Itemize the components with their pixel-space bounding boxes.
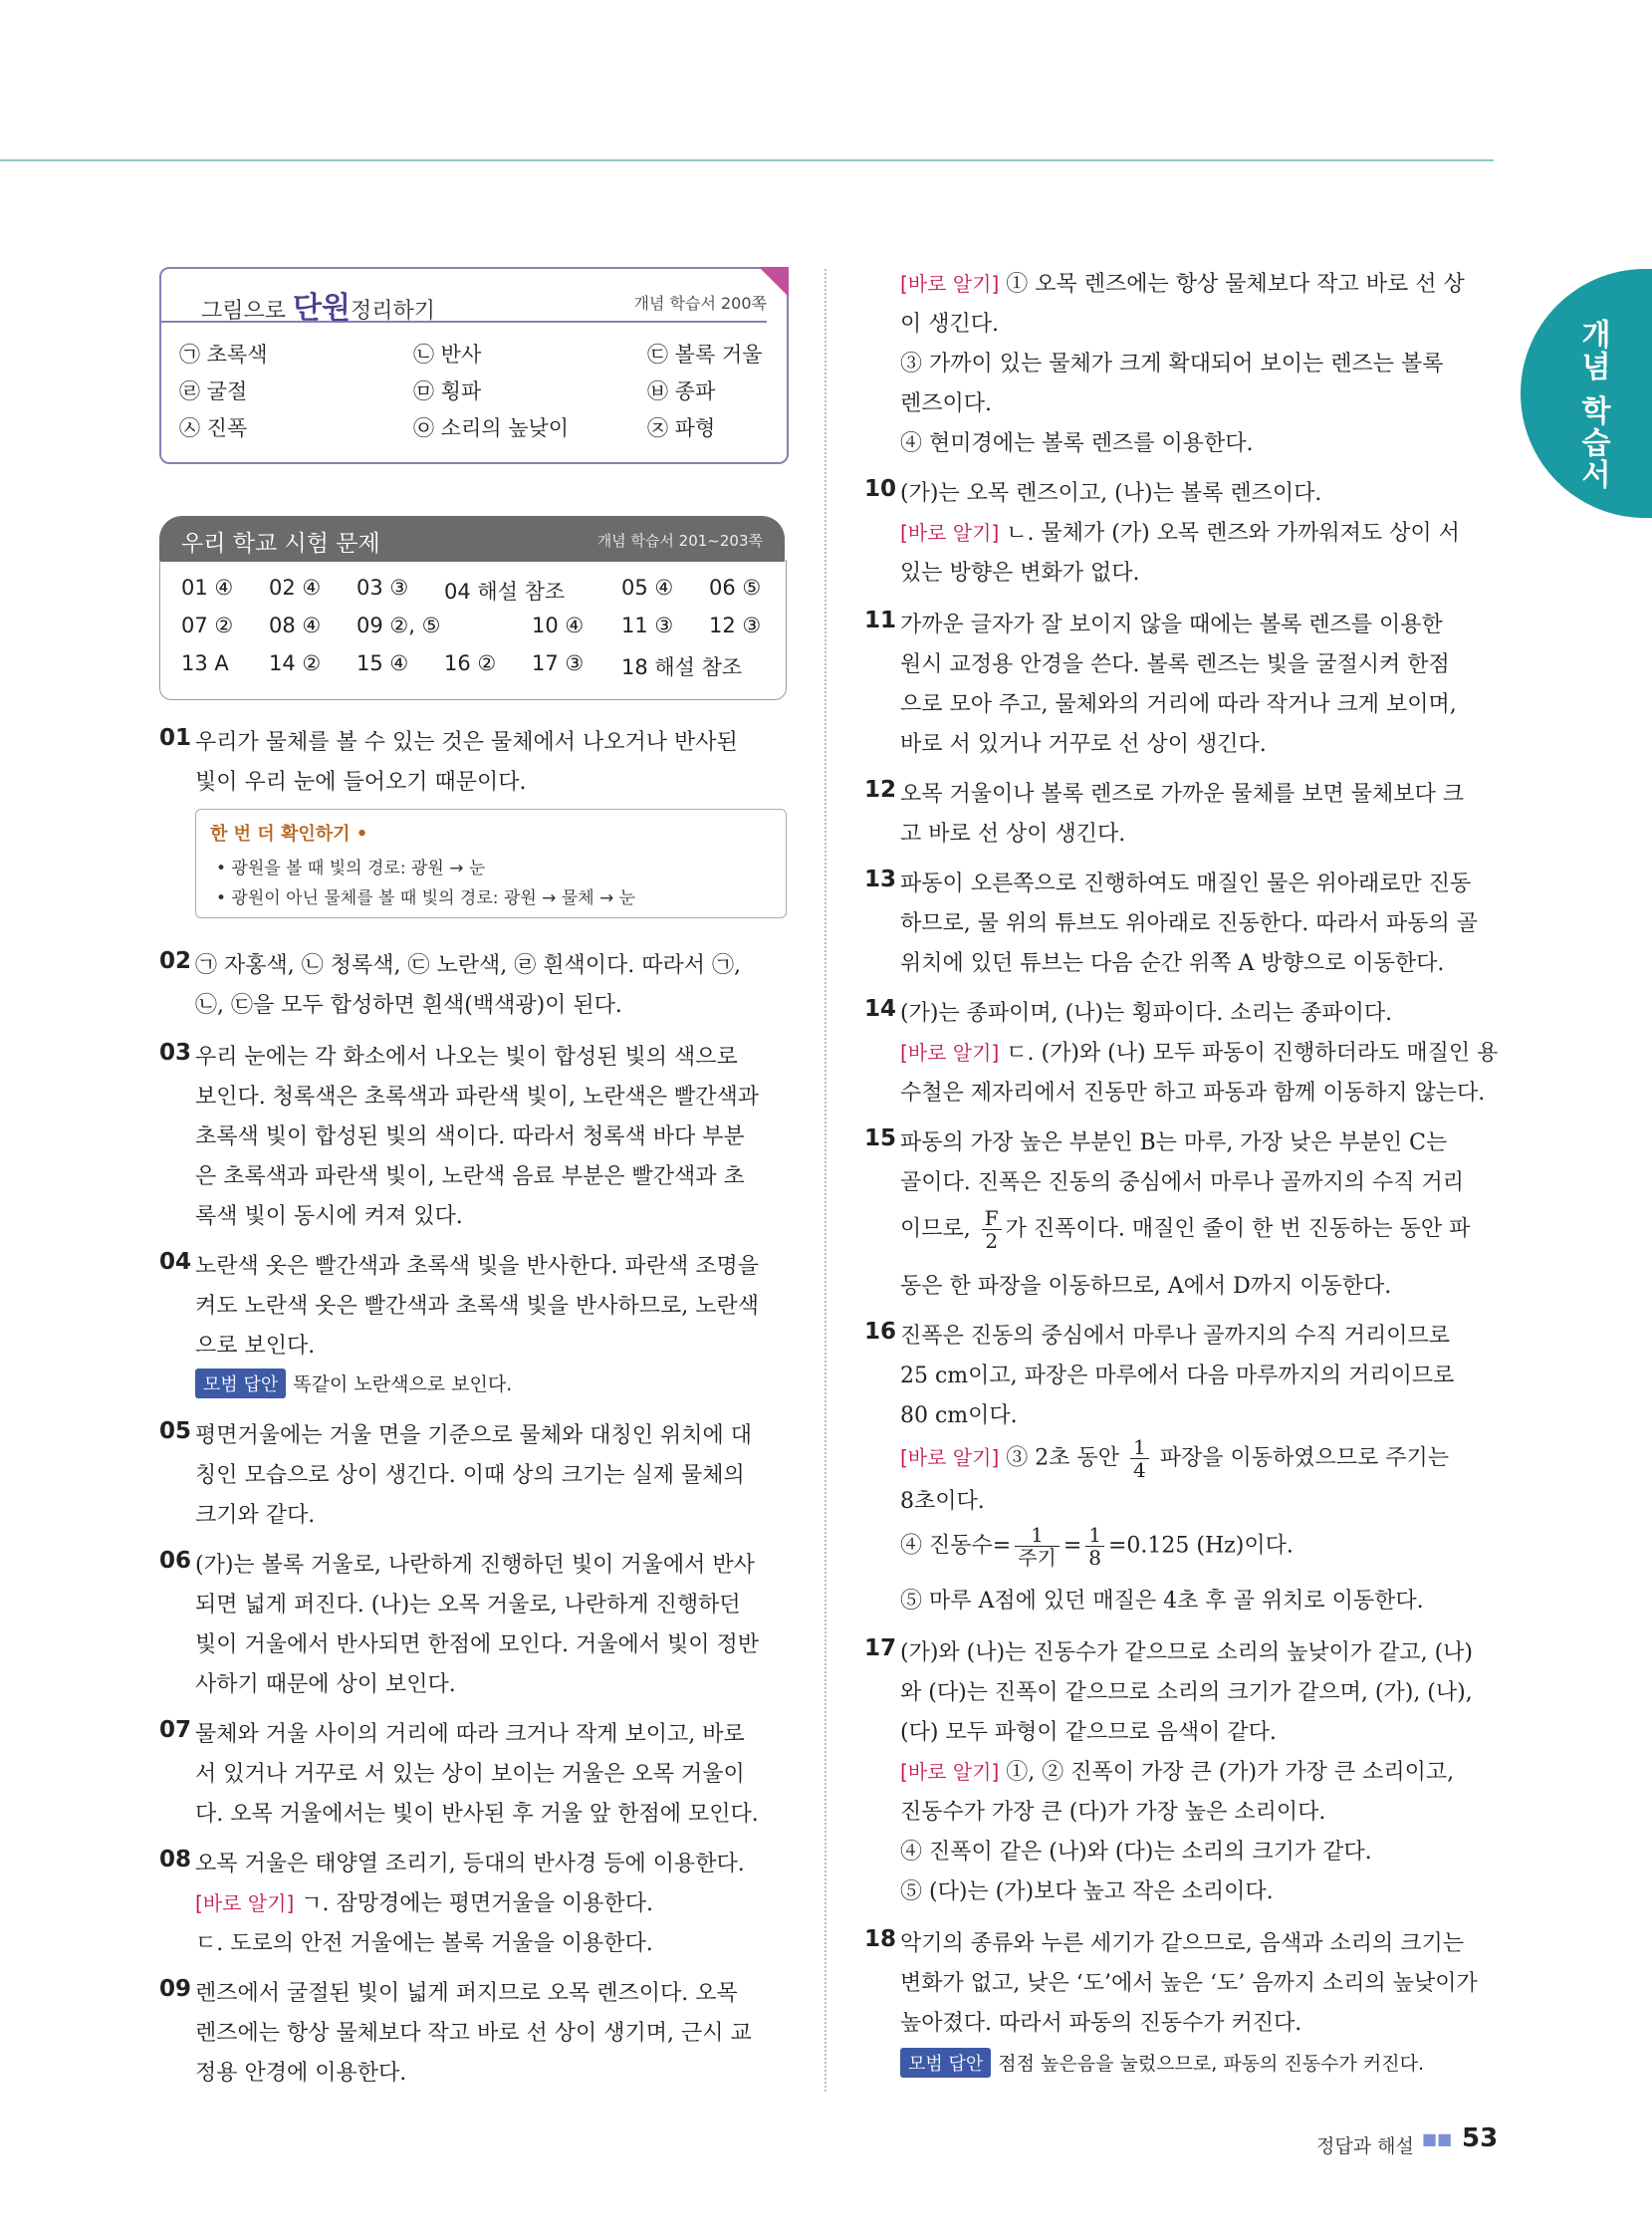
exam-header xyxy=(159,516,785,562)
question-number: 03 xyxy=(159,1040,192,1066)
q06-line: (가)는 볼록 거울로, 나란하게 진행하던 빛이 거울에서 반사 xyxy=(195,1553,755,1578)
q13-line: 파동이 오른쪽으로 진행하여도 매질인 물은 위아래로만 진동 xyxy=(900,871,1472,896)
fraction-numerator: F xyxy=(982,1207,1002,1230)
question-number: 05 xyxy=(159,1418,192,1444)
q13-line: 위치에 있던 튜브는 다음 순간 위쪽 A 방향으로 이동한다. xyxy=(900,951,1445,976)
summary-title xyxy=(201,283,435,327)
model-answer-text: 똑같이 노란색으로 보인다. xyxy=(293,1373,513,1395)
answer-item: 09 ②, ⑤ xyxy=(356,614,441,637)
q15-line: 동은 한 파장을 이동하므로, A에서 D까지 이동한다. xyxy=(900,1274,1392,1299)
q06-line: 사하기 때문에 상이 보인다. xyxy=(195,1672,456,1697)
q15-line: 이므로, xyxy=(900,1216,971,1242)
answer-item: 01 ④ xyxy=(181,576,234,600)
q10-line: ㄴ. 물체가 (가) 오목 렌즈와 가까워져도 상이 서 xyxy=(1006,521,1460,546)
q02-line: ㉠ 자홍색, ㉡ 청록색, ㉢ 노란색, ㉣ 흰색이다. 따라서 ㉠, xyxy=(195,953,741,978)
summary-ref: 개념 학습서 200쪽 xyxy=(633,294,767,313)
q10-line: (가)는 오목 렌즈이고, (나)는 볼록 렌즈이다. xyxy=(900,481,1322,506)
answer-item: 02 ④ xyxy=(269,576,322,600)
q01-line: 빛이 우리 눈에 들어오기 때문이다. xyxy=(195,770,527,795)
correct-know-tag: [바로 알기] xyxy=(900,521,1000,545)
summary-item: ㉢ 볼록 거울 xyxy=(647,343,763,367)
answer-item: 18 해설 참조 xyxy=(621,655,743,679)
check-title: 한 번 더 확인하기 • xyxy=(210,824,368,845)
answer-item: 03 ③ xyxy=(356,576,409,600)
top-rule xyxy=(0,159,1494,161)
column-divider xyxy=(825,269,826,2092)
fraction xyxy=(982,1207,1002,1252)
summary-item: ㉤ 횡파 xyxy=(413,379,482,403)
q11-line: 으로 모아 주고, 물체와의 거리에 따라 작거나 크게 보이며, xyxy=(900,692,1457,717)
q17-line: ⑤ (다)는 (가)보다 높고 작은 소리이다. xyxy=(900,1879,1274,1904)
q09b-line: ④ 현미경에는 볼록 렌즈를 이용한다. xyxy=(900,431,1254,456)
summary-title-bold: 단원 xyxy=(293,291,351,326)
answer-item: 16 ② xyxy=(444,651,497,675)
answer-item: 07 ② xyxy=(181,614,234,637)
q16-line: 8초이다. xyxy=(900,1489,985,1514)
q04-line: 노란색 옷은 빨간색과 초록색 빛을 반사한다. 파란색 조명을 xyxy=(195,1254,759,1279)
q07-line: 다. 오목 거울에서는 빛이 반사된 후 거울 앞 한점에 모인다. xyxy=(195,1802,759,1827)
q18-line: 악기의 종류와 누른 세기가 같으므로, 음색과 소리의 크기는 xyxy=(900,1931,1464,1956)
q10-line: 있는 방향은 변화가 없다. xyxy=(900,561,1140,586)
model-answer-tag: 모범 답안 xyxy=(900,2048,991,2078)
q03-line: 초록색 빛이 합성된 빛의 색이다. 따라서 청록색 바다 부분 xyxy=(195,1124,745,1149)
answer-item: 14 ② xyxy=(269,651,322,675)
q17-line: ④ 진폭이 같은 (나)와 (다)는 소리의 크기가 같다. xyxy=(900,1840,1372,1865)
q16-line: 진폭은 진동의 중심에서 마루나 골까지의 수직 거리이므로 xyxy=(900,1324,1451,1349)
q17-line: ①, ② 진폭이 가장 큰 (가)가 가장 큰 소리이고, xyxy=(1006,1760,1455,1785)
model-answer-text: 점점 높은음을 눌렀으므로, 파동의 진동수가 커진다. xyxy=(998,2053,1424,2075)
question-number: 18 xyxy=(864,1926,897,1952)
side-tab xyxy=(1521,269,1652,518)
q15-line: 파동의 가장 높은 부분인 B는 마루, 가장 낮은 부분인 C는 xyxy=(900,1130,1448,1155)
q12-line: 오목 거울이나 볼록 렌즈로 가까운 물체를 보면 물체보다 크 xyxy=(900,782,1464,807)
summary-item: ㉥ 종파 xyxy=(647,379,716,403)
summary-title-suffix: 정리하기 xyxy=(350,299,435,324)
fraction-denominator: 주기 xyxy=(1018,1546,1057,1570)
summary-box xyxy=(159,267,789,464)
q16-line: =0.125 (Hz)이다. xyxy=(1108,1533,1294,1559)
summary-item: ㉠ 초록색 xyxy=(179,343,268,367)
q11-line: 원시 교정용 안경을 쓴다. 볼록 렌즈는 빛을 굴절시켜 한점 xyxy=(900,652,1450,677)
summary-item: ㉨ 파형 xyxy=(647,416,716,440)
answer-item: 13 A xyxy=(181,651,229,675)
exam-ref: 개념 학습서 201~203쪽 xyxy=(596,532,763,550)
q11-line: 바로 서 있거나 거꾸로 선 상이 생긴다. xyxy=(900,732,1267,757)
q17-line: (가)와 (나)는 진동수가 같으므로 소리의 높낮이가 같고, (나) xyxy=(900,1640,1473,1665)
answer-item: 17 ③ xyxy=(532,651,585,675)
correct-know-tag: [바로 알기] xyxy=(900,1445,1000,1470)
corner-mark xyxy=(759,267,789,297)
q08-line: ㄱ. 잠망경에는 평면거울을 이용한다. xyxy=(301,1891,653,1916)
question-number: 12 xyxy=(864,777,897,803)
correct-know-tag: [바로 알기] xyxy=(900,272,1000,296)
q16-line: ④ 진동수= xyxy=(900,1533,1012,1559)
q03-line: 우리 눈에는 각 화소에서 나오는 빛이 합성된 빛의 색으로 xyxy=(195,1045,738,1070)
q16-line: = xyxy=(1062,1533,1082,1559)
summary-item: ㉦ 진폭 xyxy=(179,416,248,440)
q03-line: 보인다. 청록색은 초록색과 파란색 빛이, 노란색은 빨간색과 xyxy=(195,1085,759,1110)
q03-line: 록색 빛이 동시에 켜져 있다. xyxy=(195,1204,463,1229)
check-bullet: • 광원이 아닌 물체를 볼 때 빛의 경로: 광원 → 물체 → 눈 xyxy=(216,888,636,908)
side-tab-label: 개념 학습서 xyxy=(1575,319,1610,491)
question-number: 06 xyxy=(159,1548,192,1574)
q09b-line: 렌즈이다. xyxy=(900,391,993,416)
q07-line: 서 있거나 거꾸로 서 있는 상이 보이는 거울은 오목 거울이 xyxy=(195,1762,745,1787)
q16-line: 80 cm이다. xyxy=(900,1403,1018,1428)
q06-line: 빛이 거울에서 반사되면 한점에 모인다. 거울에서 빛이 정반 xyxy=(195,1632,759,1657)
q14-line: 수철은 제자리에서 진동만 하고 파동과 함께 이동하지 않는다. xyxy=(900,1081,1486,1106)
fraction-denominator: 4 xyxy=(1133,1458,1146,1482)
correct-know-tag: [바로 알기] xyxy=(195,1891,295,1915)
q13-line: 하므로, 물 위의 튜브도 위아래로 진동한다. 따라서 파동의 골 xyxy=(900,911,1478,936)
summary-title-prefix: 그림으로 xyxy=(201,299,287,324)
q17-line: 와 (다)는 진폭이 같으므로 소리의 크기가 같으며, (가), (나), xyxy=(900,1680,1473,1705)
q11-line: 가까운 글자가 잘 보이지 않을 때에는 볼록 렌즈를 이용한 xyxy=(900,613,1443,637)
question-number: 13 xyxy=(864,867,897,892)
question-number: 17 xyxy=(864,1635,897,1661)
q09-line: 렌즈에는 항상 물체보다 작고 바로 선 상이 생기며, 근시 교 xyxy=(195,2021,752,2046)
q12-line: 고 바로 선 상이 생긴다. xyxy=(900,822,1126,847)
q15-line: 골이다. 진폭은 진동의 중심에서 마루나 골까지의 수직 거리 xyxy=(900,1170,1464,1195)
question-number: 02 xyxy=(159,948,192,974)
q08-line: 오목 거울은 태양열 조리기, 등대의 반사경 등에 이용한다. xyxy=(195,1852,745,1876)
q05-line: 칭인 모습으로 상이 생긴다. 이때 상의 크기는 실제 물체의 xyxy=(195,1463,745,1488)
q01-line: 우리가 물체를 볼 수 있는 것은 물체에서 나오거나 반사된 xyxy=(195,730,738,755)
q06-line: 되면 넓게 퍼진다. (나)는 오목 거울로, 나란하게 진행하던 xyxy=(195,1593,741,1618)
q16-line: 파장을 이동하였으므로 주기는 xyxy=(1159,1445,1449,1471)
correct-know-tag: [바로 알기] xyxy=(900,1760,1000,1784)
summary-item: ㉣ 굴절 xyxy=(179,379,248,403)
q16-line: ⑤ 마루 A점에 있던 매질은 4초 후 골 위치로 이동한다. xyxy=(900,1589,1424,1614)
answer-item: 15 ④ xyxy=(356,651,409,675)
summary-header xyxy=(161,269,767,326)
fraction xyxy=(1015,1524,1060,1569)
answer-item: 08 ④ xyxy=(269,614,322,637)
question-number: 01 xyxy=(159,725,192,751)
answer-item: 11 ③ xyxy=(621,614,674,637)
fraction xyxy=(1130,1436,1149,1481)
q04-line: 으로 보인다. xyxy=(195,1334,316,1359)
q16-line: ③ 2초 동안 xyxy=(1006,1445,1119,1471)
page-number: 53 xyxy=(1462,2123,1499,2153)
q02-line: ㉡, ㉢을 모두 합성하면 흰색(백색광)이 된다. xyxy=(195,993,622,1018)
question-number: 16 xyxy=(864,1319,897,1345)
q16-line: 25 cm이고, 파장은 마루에서 다음 마루까지의 거리이므로 xyxy=(900,1364,1455,1388)
q09-line: 정용 안경에 이용한다. xyxy=(195,2061,407,2086)
answer-item: 10 ④ xyxy=(532,614,585,637)
question-number: 08 xyxy=(159,1847,192,1872)
footer-label: 정답과 해설 xyxy=(1316,2135,1414,2157)
q05-line: 평면거울에는 거울 면을 기준으로 물체와 대칭인 위치에 대 xyxy=(195,1423,753,1448)
answer-item: 06 ⑤ xyxy=(709,576,762,600)
q18-line: 변화가 없고, 낮은 ‘도’에서 높은 ‘도’ 음까지 소리의 높낮이가 xyxy=(900,1971,1478,1996)
q07-line: 물체와 거울 사이의 거리에 따라 크거나 작게 보이고, 바로 xyxy=(195,1722,745,1747)
q18-line: 높아졌다. 따라서 파동의 진동수가 커진다. xyxy=(900,2011,1302,2036)
question-number: 04 xyxy=(159,1249,192,1275)
exam-title: 우리 학교 시험 문제 xyxy=(181,531,380,557)
answer-item: 12 ③ xyxy=(709,614,762,637)
q04-line: 켜도 노란색 옷은 빨간색과 초록색 빛을 반사하므로, 노란색 xyxy=(195,1294,759,1319)
fraction-numerator: 1 xyxy=(1130,1436,1149,1459)
fraction-numerator: 1 xyxy=(1085,1524,1104,1547)
check-bullet: • 광원을 볼 때 빛의 경로: 광원 → 눈 xyxy=(216,859,486,878)
q09b-line: ③ 가까이 있는 물체가 크게 확대되어 보이는 렌즈는 볼록 xyxy=(900,352,1444,376)
answer-item: 05 ④ xyxy=(621,576,674,600)
question-number: 11 xyxy=(864,608,897,633)
fraction-denominator: 8 xyxy=(1088,1546,1101,1570)
q09b-line: ① 오목 렌즈에는 항상 물체보다 작고 바로 선 상 xyxy=(1006,272,1465,297)
q17-line: 진동수가 가장 큰 (다)가 가장 높은 소리이다. xyxy=(900,1800,1326,1825)
question-number: 07 xyxy=(159,1717,192,1743)
model-answer-tag: 모범 답안 xyxy=(195,1369,286,1398)
q03-line: 은 초록색과 파란색 빛이, 노란색 음료 부분은 빨간색과 초 xyxy=(195,1164,745,1189)
q08-line: ㄷ. 도로의 안전 거울에는 볼록 거울을 이용한다. xyxy=(195,1931,653,1956)
q05-line: 크기와 같다. xyxy=(195,1503,316,1528)
q15-line: 가 진폭이다. 매질인 줄이 한 번 진동하는 동안 파 xyxy=(1005,1216,1471,1242)
question-number: 09 xyxy=(159,1976,192,2002)
question-number: 14 xyxy=(864,996,897,1022)
footer-dots-icon: ■■ xyxy=(1422,2129,1453,2148)
question-number: 10 xyxy=(864,476,897,502)
summary-item: ㉧ 소리의 높낮이 xyxy=(413,416,570,440)
q14-line: ㄷ. (가)와 (나) 모두 파동이 진행하더라도 매질인 용 xyxy=(1006,1041,1499,1066)
correct-know-tag: [바로 알기] xyxy=(900,1041,1000,1065)
question-number: 15 xyxy=(864,1125,897,1151)
check-again-box xyxy=(195,809,787,918)
fraction-numerator: 1 xyxy=(1015,1524,1060,1547)
answer-item: 04 해설 참조 xyxy=(444,580,566,604)
q09-line: 렌즈에서 굴절된 빛이 넓게 퍼지므로 오목 렌즈이다. 오목 xyxy=(195,1981,738,2006)
fraction-denominator: 2 xyxy=(985,1229,999,1253)
summary-item: ㉡ 반사 xyxy=(413,343,482,367)
q09b-line: 이 생긴다. xyxy=(900,312,999,337)
q14-line: (가)는 종파이며, (나)는 횡파이다. 소리는 종파이다. xyxy=(900,1001,1393,1026)
fraction xyxy=(1085,1524,1104,1569)
q17-line: (다) 모두 파형이 같으므로 음색이 같다. xyxy=(900,1720,1277,1745)
